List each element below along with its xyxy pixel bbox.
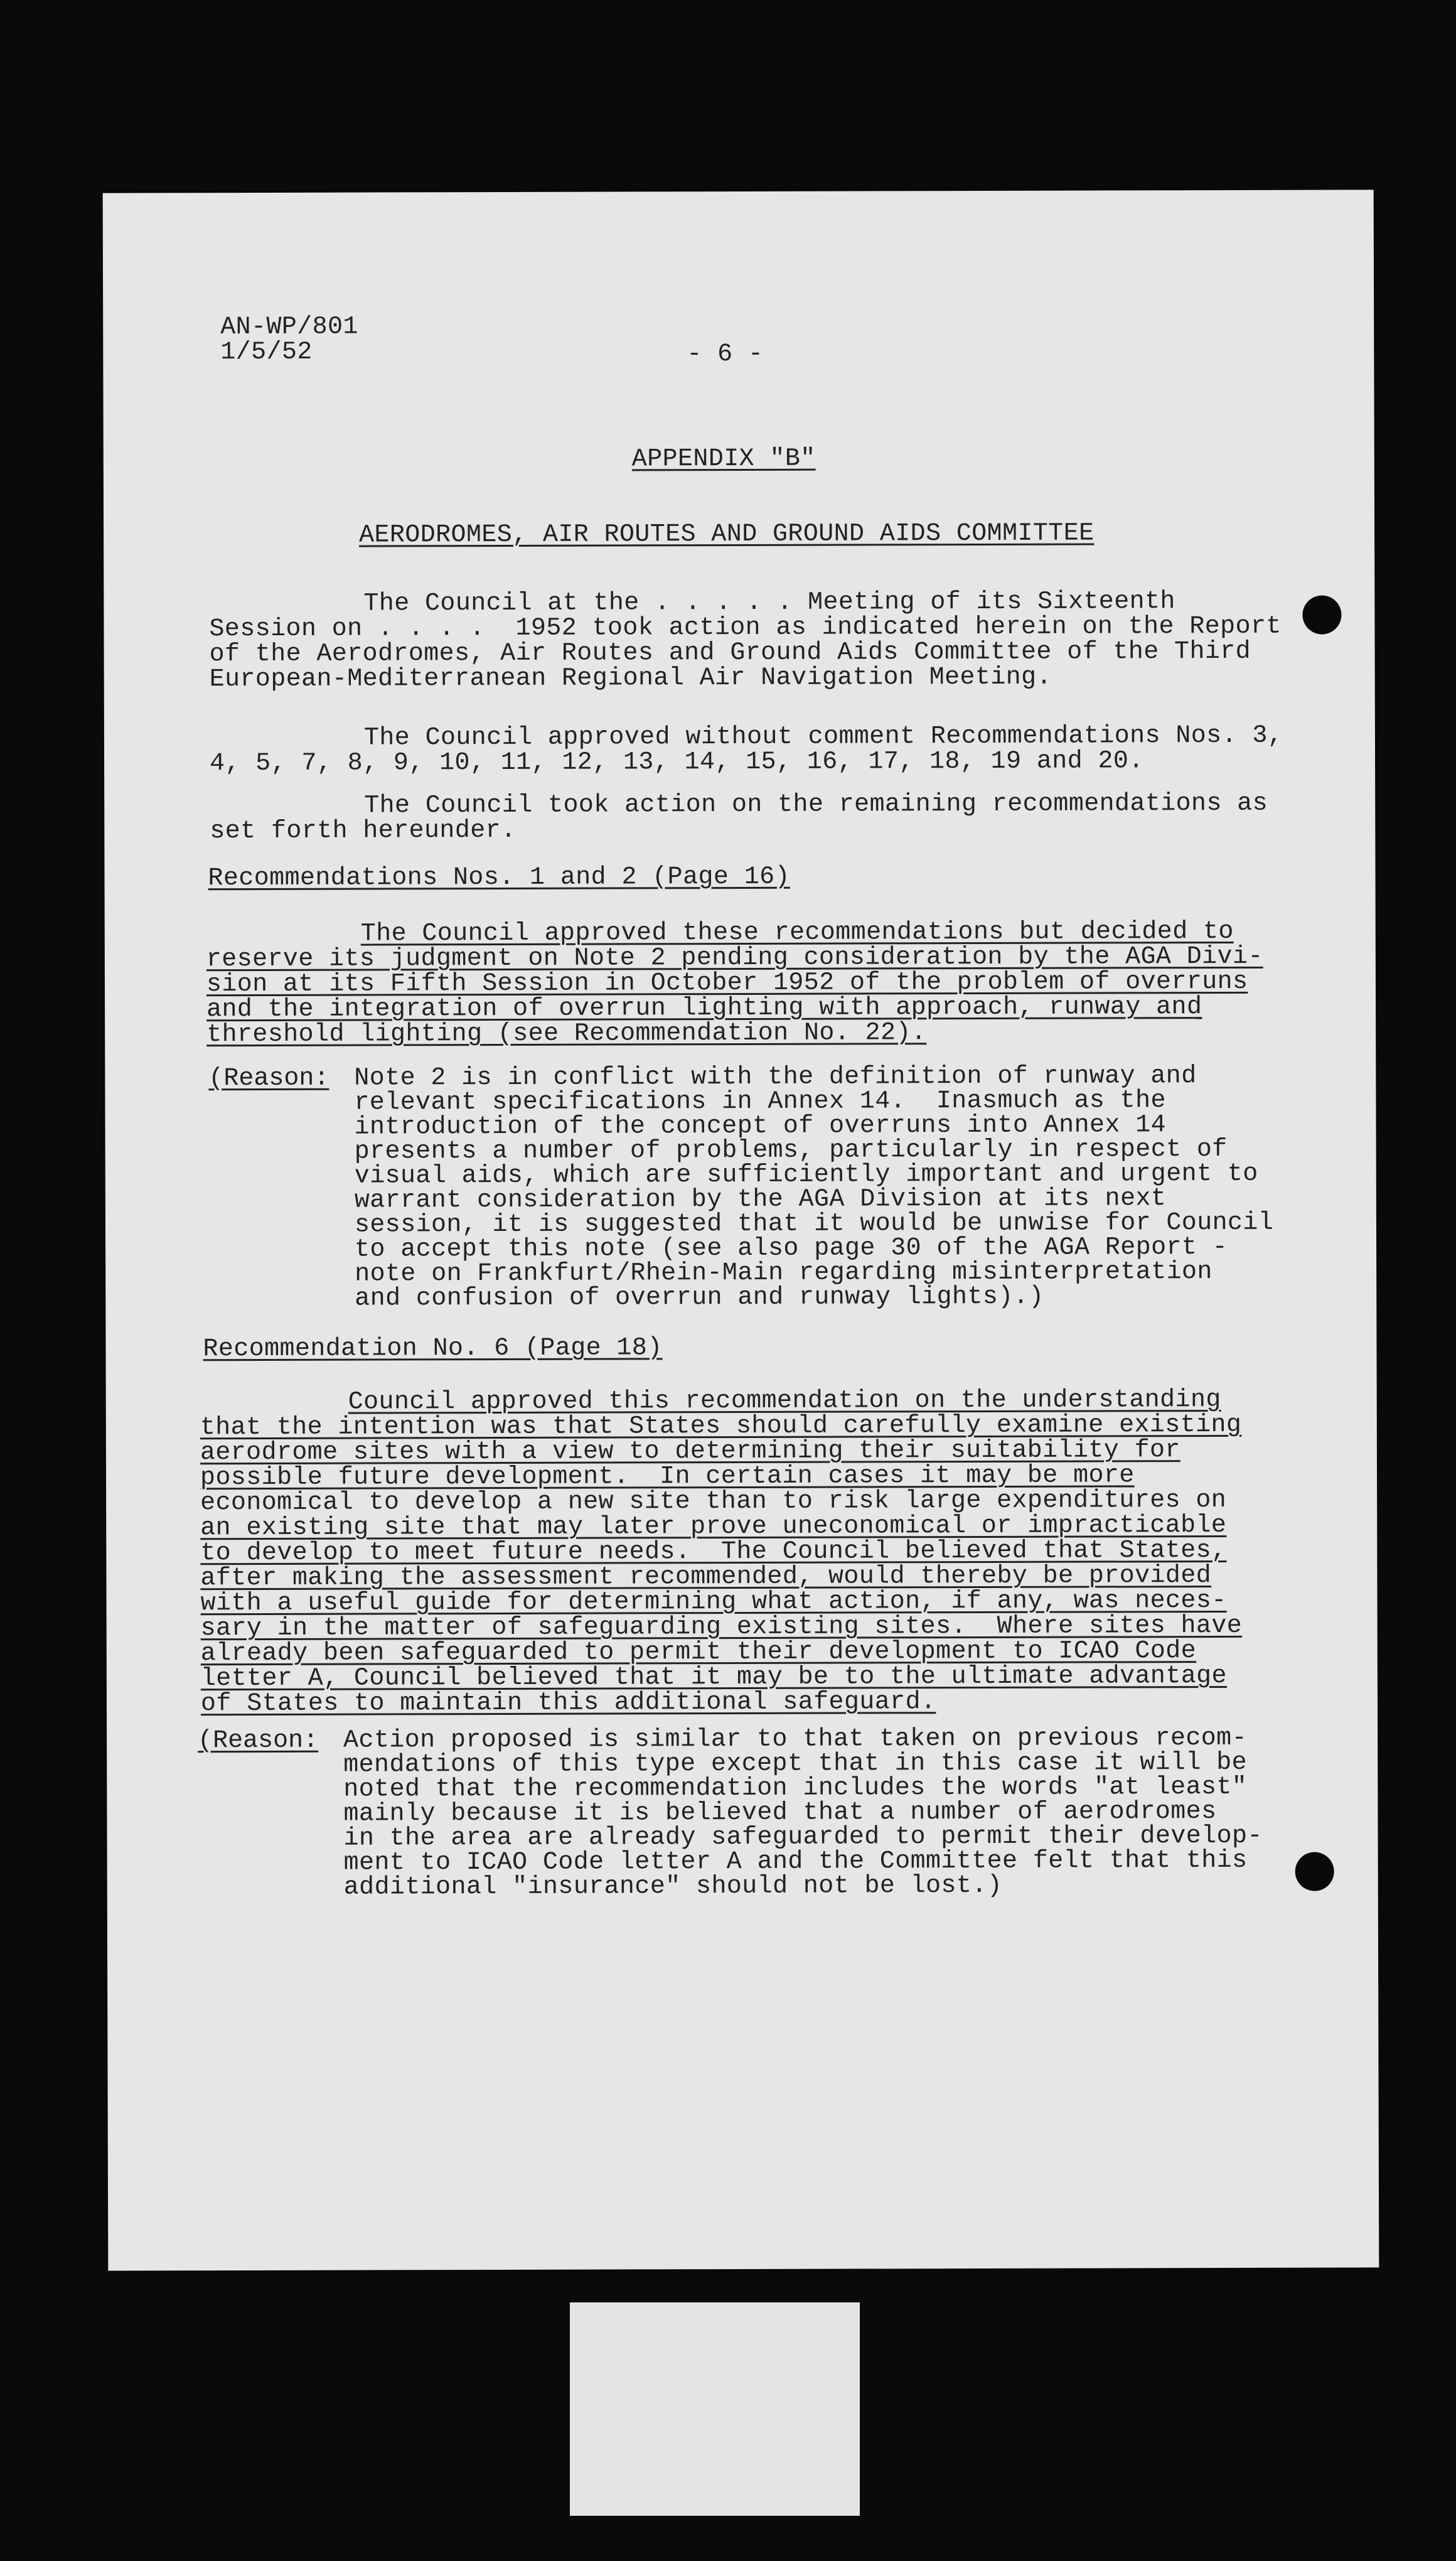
reason-label: (Reason: xyxy=(208,1064,329,1093)
rec-6-reason-line: mendations of this type except that in this case it will be xyxy=(343,1748,1248,1780)
rec-6-action-line: sary in the matter of safeguarding existing sites. Where sites have xyxy=(200,1611,1243,1643)
rec-6-reason-line: in the area are already safeguarded to permit their develop- xyxy=(343,1822,1263,1853)
rec-6-reason-line: noted that the recommendation includes the words "at least" xyxy=(343,1773,1248,1804)
rec-6-reason-body xyxy=(343,1726,1263,1900)
rec-1-2-reason-body xyxy=(354,1064,1273,1311)
rec-1-2-reason-line: warrant consideration by the AGA Division at its next xyxy=(354,1184,1167,1215)
remaining-paragraph xyxy=(210,789,1268,846)
rec-6-action-line: Council approved this recommendation on the understanding xyxy=(348,1385,1221,1417)
rec-1-2-reason-line: presents a number of problems, particularly in respect of xyxy=(354,1135,1228,1166)
rec-6-action-line: with a useful guide for determining what action, if any, was neces- xyxy=(200,1586,1227,1618)
intro-line: Session on . . . . 1952 took action as indicated herein on the Report xyxy=(209,612,1282,644)
remaining-line: The Council took action on the remaining recommendations as xyxy=(364,789,1268,820)
rec-6-heading: Recommendation No. 6 (Page 18) xyxy=(203,1334,663,1364)
rec-6-action-line: after making the assessment recommended, would thereby be provided xyxy=(200,1562,1212,1593)
rec-1-2-heading: Recommendations Nos. 1 and 2 (Page 16) xyxy=(208,862,790,893)
rec-6-action xyxy=(200,1385,1243,1719)
rec-1-2-reason-line: introduction of the concept of overruns into Annex 14 xyxy=(354,1111,1167,1142)
appendix-title: APPENDIX "B" xyxy=(631,444,816,474)
rec-6-action-line: aerodrome sites with a view to determining their suitability for xyxy=(200,1436,1180,1468)
rec-1-2-action-line: threshold lighting (see Recommendation No. 22). xyxy=(206,1019,927,1050)
rec-1-2-action-line: reserve its judgment on Note 2 pending consideration by the AGA Divi- xyxy=(206,942,1263,974)
rec-1-2-reason-line: visual aids, which are sufficiently important and urgent to xyxy=(354,1159,1258,1191)
rec-6-reason-line: ment to ICAO Code letter A and the Committee felt that this xyxy=(343,1846,1248,1877)
rec-6-action-line: to develop to meet future needs. The Council believed that States, xyxy=(200,1536,1227,1568)
rec-1-2-action-line: and the integration of overrun lighting with approach, runway and xyxy=(206,993,1202,1024)
rec-6-action-line: letter A, Council believed that it may be to the ultimate advantage xyxy=(200,1662,1227,1694)
intro-line: The Council at the . . . . . Meeting of its Sixteenth xyxy=(363,588,1175,618)
intro-paragraph xyxy=(209,589,1282,692)
reference-date: 1/5/52 xyxy=(220,338,313,367)
reference-code: AN-WP/801 xyxy=(220,313,358,342)
rec-6-action-line: possible future development. In certain cases it may be more xyxy=(200,1461,1135,1493)
rec-6-action-line: that the intention was that States should carefully examine existing xyxy=(200,1410,1242,1442)
rec-1-2-action-line: sion at its Fifth Session in October 1952 of the problem of overruns xyxy=(206,967,1248,999)
remaining-line: set forth hereunder. xyxy=(210,816,517,846)
intro-line: European-Mediterranean Regional Air Navigation Meeting. xyxy=(209,663,1052,694)
rec-1-2-action-line: The Council approved these recommendations but decided to xyxy=(360,917,1234,948)
rec-6-action-line: already been safeguarded to permit their development to ICAO Code xyxy=(200,1637,1197,1668)
rec-1-2-reason-line: relevant specifications in Annex 14. Inasmuch as the xyxy=(354,1087,1166,1117)
page-number: - 6 - xyxy=(687,340,764,369)
rec-6-reason-line: Action proposed is similar to that taken on previous recom- xyxy=(343,1724,1248,1755)
rec-6-reason-line: additional "insurance" should not be lost.) xyxy=(343,1871,1003,1902)
committee-title: AERODROMES, AIR ROUTES AND GROUND AIDS COMMITTEE xyxy=(359,519,1095,550)
rec-1-2-reason-line: session, it is suggested that it would be unwise for Council xyxy=(354,1208,1274,1240)
reason-label: (Reason: xyxy=(198,1726,319,1756)
intro-line: of the Aerodromes, Air Routes and Ground Aids Committee of the Third xyxy=(209,637,1251,669)
document-page xyxy=(103,190,1379,2270)
approved-line: 4, 5, 7, 8, 9, 10, 11, 12, 13, 14, 15, 16, 17, 18, 19 and 20. xyxy=(209,747,1144,778)
approved-line: The Council approved without comment Recommendations Nos. 3, xyxy=(363,721,1283,753)
rec-6-action-line: an existing site that may later prove uneconomical or impracticable xyxy=(200,1511,1227,1543)
rec-6-reason-line: mainly because it is believed that a number of aerodromes xyxy=(343,1798,1217,1828)
blank-slip xyxy=(570,2302,860,2516)
rec-1-2-reason-line: to accept this note (see also page 30 of the AGA Report - xyxy=(355,1233,1228,1264)
rec-1-2-reason-line: note on Frankfurt/Rhein-Main regarding misinterpretation xyxy=(355,1258,1212,1289)
rec-1-2-reason-line: and confusion of overrun and runway lights).) xyxy=(355,1282,1044,1313)
rec-1-2-reason-line: Note 2 is in conflict with the definition of runway and xyxy=(354,1062,1197,1093)
rec-6-action-line: of States to maintain this additional safeguard. xyxy=(200,1688,936,1719)
punch-hole-bottom xyxy=(1295,1852,1334,1891)
rec-6-action-line: economical to develop a new site than to risk large expenditures on xyxy=(200,1486,1227,1518)
approved-paragraph xyxy=(209,721,1283,778)
rec-1-2-action xyxy=(206,917,1263,1050)
punch-hole-top xyxy=(1302,595,1341,634)
